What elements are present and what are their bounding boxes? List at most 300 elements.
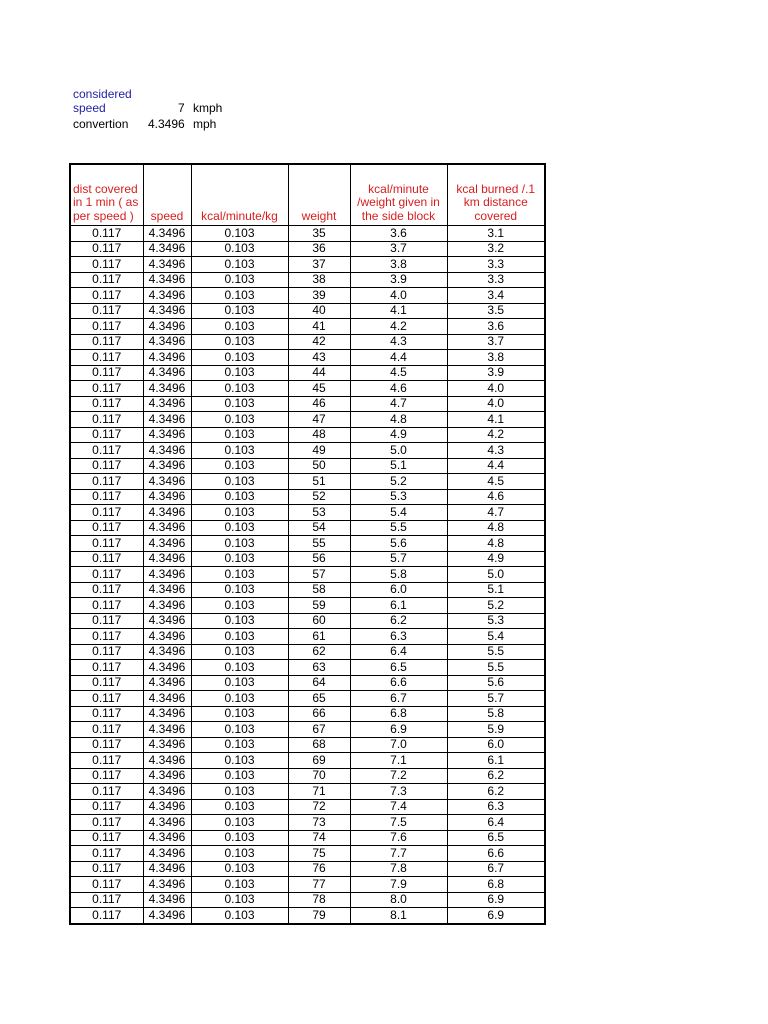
cell-kcal-burned: 4.8 bbox=[447, 520, 545, 536]
cell-weight: 55 bbox=[288, 536, 350, 552]
cell-kcal-per-kg: 0.103 bbox=[191, 892, 288, 908]
cell-speed: 4.3496 bbox=[143, 722, 191, 738]
cell-weight: 51 bbox=[288, 474, 350, 490]
table-row bbox=[70, 226, 545, 242]
cell-kcal-burned: 6.9 bbox=[447, 892, 545, 908]
cell-kcal-burned: 6.1 bbox=[447, 753, 545, 769]
cell-kcal-per-weight: 6.8 bbox=[350, 706, 447, 722]
cell-kcal-per-kg: 0.103 bbox=[191, 660, 288, 676]
cell-weight: 47 bbox=[288, 412, 350, 428]
cell-speed: 4.3496 bbox=[143, 675, 191, 691]
cell-dist: 0.117 bbox=[70, 644, 143, 660]
cell-kcal-per-weight: 4.9 bbox=[350, 427, 447, 443]
cell-kcal-per-kg: 0.103 bbox=[191, 613, 288, 629]
cell-kcal-burned: 3.5 bbox=[447, 303, 545, 319]
cell-speed: 4.3496 bbox=[143, 815, 191, 831]
cell-dist: 0.117 bbox=[70, 350, 143, 366]
cell-speed: 4.3496 bbox=[143, 303, 191, 319]
table-row bbox=[70, 319, 545, 335]
table-row bbox=[70, 365, 545, 381]
cell-kcal-per-kg: 0.103 bbox=[191, 505, 288, 521]
cell-kcal-per-kg: 0.103 bbox=[191, 334, 288, 350]
cell-kcal-burned: 4.1 bbox=[447, 412, 545, 428]
cell-kcal-per-weight: 4.1 bbox=[350, 303, 447, 319]
cell-kcal-per-weight: 5.5 bbox=[350, 520, 447, 536]
cell-speed: 4.3496 bbox=[143, 613, 191, 629]
cell-kcal-burned: 5.3 bbox=[447, 613, 545, 629]
cell-kcal-per-weight: 6.3 bbox=[350, 629, 447, 645]
cell-dist: 0.117 bbox=[70, 474, 143, 490]
cell-kcal-burned: 5.2 bbox=[447, 598, 545, 614]
table-row bbox=[70, 567, 545, 583]
cell-kcal-per-weight: 4.5 bbox=[350, 365, 447, 381]
cell-kcal-per-kg: 0.103 bbox=[191, 520, 288, 536]
table-row bbox=[70, 458, 545, 474]
cell-kcal-per-weight: 4.3 bbox=[350, 334, 447, 350]
cell-kcal-per-weight: 5.7 bbox=[350, 551, 447, 567]
table-row bbox=[70, 257, 545, 273]
cell-dist: 0.117 bbox=[70, 660, 143, 676]
cell-dist: 0.117 bbox=[70, 722, 143, 738]
conversion-label: convertion bbox=[73, 117, 129, 131]
cell-weight: 72 bbox=[288, 799, 350, 815]
cell-speed: 4.3496 bbox=[143, 644, 191, 660]
cell-kcal-per-kg: 0.103 bbox=[191, 257, 288, 273]
cell-kcal-per-kg: 0.103 bbox=[191, 226, 288, 242]
cell-kcal-per-weight: 6.6 bbox=[350, 675, 447, 691]
cell-kcal-per-kg: 0.103 bbox=[191, 319, 288, 335]
cell-kcal-per-kg: 0.103 bbox=[191, 288, 288, 304]
cell-dist: 0.117 bbox=[70, 799, 143, 815]
table-row bbox=[70, 768, 545, 784]
table-row bbox=[70, 443, 545, 459]
header-weight: weight bbox=[288, 164, 350, 226]
cell-speed: 4.3496 bbox=[143, 520, 191, 536]
cell-kcal-burned: 4.2 bbox=[447, 427, 545, 443]
cell-kcal-per-kg: 0.103 bbox=[191, 799, 288, 815]
cell-speed: 4.3496 bbox=[143, 241, 191, 257]
table-row bbox=[70, 474, 545, 490]
cell-kcal-per-kg: 0.103 bbox=[191, 830, 288, 846]
speed-unit: kmph bbox=[193, 101, 223, 115]
cell-kcal-per-kg: 0.103 bbox=[191, 536, 288, 552]
cell-weight: 59 bbox=[288, 598, 350, 614]
table-body bbox=[70, 226, 545, 924]
cell-dist: 0.117 bbox=[70, 815, 143, 831]
cell-kcal-per-weight: 7.5 bbox=[350, 815, 447, 831]
cell-kcal-per-weight: 6.5 bbox=[350, 660, 447, 676]
cell-speed: 4.3496 bbox=[143, 582, 191, 598]
cell-kcal-per-weight: 7.1 bbox=[350, 753, 447, 769]
cell-kcal-per-kg: 0.103 bbox=[191, 629, 288, 645]
cell-weight: 64 bbox=[288, 675, 350, 691]
cell-kcal-per-kg: 0.103 bbox=[191, 427, 288, 443]
cell-kcal-burned: 3.8 bbox=[447, 350, 545, 366]
cell-speed: 4.3496 bbox=[143, 412, 191, 428]
cell-kcal-per-kg: 0.103 bbox=[191, 474, 288, 490]
table-row bbox=[70, 846, 545, 862]
cell-dist: 0.117 bbox=[70, 365, 143, 381]
cell-kcal-per-kg: 0.103 bbox=[191, 861, 288, 877]
cell-kcal-per-weight: 5.1 bbox=[350, 458, 447, 474]
cell-weight: 69 bbox=[288, 753, 350, 769]
cell-speed: 4.3496 bbox=[143, 319, 191, 335]
table-row bbox=[70, 396, 545, 412]
table-row bbox=[70, 350, 545, 366]
cell-kcal-per-weight: 7.3 bbox=[350, 784, 447, 800]
cell-kcal-per-weight: 5.4 bbox=[350, 505, 447, 521]
cell-kcal-per-kg: 0.103 bbox=[191, 567, 288, 583]
cell-kcal-burned: 4.9 bbox=[447, 551, 545, 567]
cell-kcal-burned: 3.9 bbox=[447, 365, 545, 381]
table-row bbox=[70, 784, 545, 800]
cell-dist: 0.117 bbox=[70, 381, 143, 397]
table-row bbox=[70, 551, 545, 567]
cell-weight: 38 bbox=[288, 272, 350, 288]
cell-kcal-per-kg: 0.103 bbox=[191, 737, 288, 753]
cell-kcal-burned: 5.7 bbox=[447, 691, 545, 707]
cell-weight: 75 bbox=[288, 846, 350, 862]
table-row bbox=[70, 412, 545, 428]
cell-kcal-per-weight: 5.6 bbox=[350, 536, 447, 552]
cell-kcal-burned: 4.0 bbox=[447, 381, 545, 397]
cell-dist: 0.117 bbox=[70, 412, 143, 428]
cell-kcal-per-kg: 0.103 bbox=[191, 272, 288, 288]
cell-kcal-burned: 6.6 bbox=[447, 846, 545, 862]
cell-weight: 56 bbox=[288, 551, 350, 567]
cell-weight: 60 bbox=[288, 613, 350, 629]
cell-kcal-per-kg: 0.103 bbox=[191, 784, 288, 800]
cell-dist: 0.117 bbox=[70, 613, 143, 629]
cell-weight: 70 bbox=[288, 768, 350, 784]
header-kcal-per-weight: kcal/minute /weight given in the side block bbox=[350, 164, 447, 226]
cell-speed: 4.3496 bbox=[143, 660, 191, 676]
cell-kcal-per-weight: 5.0 bbox=[350, 443, 447, 459]
cell-kcal-burned: 4.7 bbox=[447, 505, 545, 521]
table-row bbox=[70, 520, 545, 536]
cell-kcal-per-weight: 4.2 bbox=[350, 319, 447, 335]
cell-weight: 66 bbox=[288, 706, 350, 722]
cell-weight: 63 bbox=[288, 660, 350, 676]
cell-kcal-burned: 5.5 bbox=[447, 644, 545, 660]
table-row bbox=[70, 675, 545, 691]
cell-kcal-burned: 6.4 bbox=[447, 815, 545, 831]
cell-dist: 0.117 bbox=[70, 288, 143, 304]
cell-dist: 0.117 bbox=[70, 520, 143, 536]
table-row bbox=[70, 660, 545, 676]
cell-kcal-per-weight: 7.8 bbox=[350, 861, 447, 877]
cell-kcal-per-weight: 8.1 bbox=[350, 908, 447, 924]
cell-speed: 4.3496 bbox=[143, 334, 191, 350]
cell-dist: 0.117 bbox=[70, 706, 143, 722]
table-row bbox=[70, 582, 545, 598]
calorie-table bbox=[69, 163, 546, 925]
cell-speed: 4.3496 bbox=[143, 257, 191, 273]
cell-kcal-per-weight: 3.7 bbox=[350, 241, 447, 257]
cell-kcal-burned: 6.0 bbox=[447, 737, 545, 753]
cell-kcal-burned: 4.8 bbox=[447, 536, 545, 552]
cell-dist: 0.117 bbox=[70, 226, 143, 242]
cell-speed: 4.3496 bbox=[143, 706, 191, 722]
cell-kcal-per-weight: 3.8 bbox=[350, 257, 447, 273]
cell-dist: 0.117 bbox=[70, 753, 143, 769]
cell-speed: 4.3496 bbox=[143, 474, 191, 490]
cell-kcal-burned: 3.6 bbox=[447, 319, 545, 335]
cell-weight: 44 bbox=[288, 365, 350, 381]
cell-kcal-per-weight: 5.3 bbox=[350, 489, 447, 505]
cell-dist: 0.117 bbox=[70, 846, 143, 862]
cell-kcal-per-kg: 0.103 bbox=[191, 458, 288, 474]
cell-weight: 73 bbox=[288, 815, 350, 831]
cell-dist: 0.117 bbox=[70, 319, 143, 335]
cell-weight: 58 bbox=[288, 582, 350, 598]
cell-speed: 4.3496 bbox=[143, 443, 191, 459]
cell-kcal-per-kg: 0.103 bbox=[191, 675, 288, 691]
cell-dist: 0.117 bbox=[70, 257, 143, 273]
cell-kcal-per-weight: 7.2 bbox=[350, 768, 447, 784]
cell-dist: 0.117 bbox=[70, 334, 143, 350]
cell-speed: 4.3496 bbox=[143, 768, 191, 784]
cell-weight: 39 bbox=[288, 288, 350, 304]
cell-kcal-per-weight: 6.0 bbox=[350, 582, 447, 598]
cell-dist: 0.117 bbox=[70, 567, 143, 583]
cell-kcal-burned: 6.2 bbox=[447, 768, 545, 784]
cell-kcal-per-weight: 6.1 bbox=[350, 598, 447, 614]
cell-kcal-per-kg: 0.103 bbox=[191, 365, 288, 381]
cell-kcal-per-kg: 0.103 bbox=[191, 815, 288, 831]
cell-weight: 65 bbox=[288, 691, 350, 707]
cell-weight: 71 bbox=[288, 784, 350, 800]
cell-speed: 4.3496 bbox=[143, 799, 191, 815]
cell-speed: 4.3496 bbox=[143, 892, 191, 908]
cell-dist: 0.117 bbox=[70, 443, 143, 459]
cell-kcal-per-weight: 6.2 bbox=[350, 613, 447, 629]
table-header-row bbox=[70, 164, 545, 226]
table-row bbox=[70, 303, 545, 319]
cell-speed: 4.3496 bbox=[143, 753, 191, 769]
cell-kcal-per-kg: 0.103 bbox=[191, 598, 288, 614]
speed-value: 7 bbox=[178, 101, 185, 115]
cell-dist: 0.117 bbox=[70, 784, 143, 800]
table-row bbox=[70, 613, 545, 629]
cell-speed: 4.3496 bbox=[143, 846, 191, 862]
cell-dist: 0.117 bbox=[70, 768, 143, 784]
table-row bbox=[70, 815, 545, 831]
cell-speed: 4.3496 bbox=[143, 551, 191, 567]
cell-weight: 46 bbox=[288, 396, 350, 412]
header-kcal-burned: kcal burned /.1 km distance covered bbox=[447, 164, 545, 226]
cell-kcal-burned: 5.0 bbox=[447, 567, 545, 583]
cell-speed: 4.3496 bbox=[143, 288, 191, 304]
cell-kcal-per-kg: 0.103 bbox=[191, 381, 288, 397]
cell-weight: 45 bbox=[288, 381, 350, 397]
cell-weight: 76 bbox=[288, 861, 350, 877]
cell-speed: 4.3496 bbox=[143, 226, 191, 242]
cell-speed: 4.3496 bbox=[143, 877, 191, 893]
cell-kcal-burned: 6.7 bbox=[447, 861, 545, 877]
cell-kcal-per-kg: 0.103 bbox=[191, 241, 288, 257]
cell-kcal-burned: 3.2 bbox=[447, 241, 545, 257]
conversion-unit: mph bbox=[193, 117, 217, 131]
cell-weight: 68 bbox=[288, 737, 350, 753]
cell-weight: 67 bbox=[288, 722, 350, 738]
table-row bbox=[70, 877, 545, 893]
cell-kcal-burned: 5.1 bbox=[447, 582, 545, 598]
cell-dist: 0.117 bbox=[70, 629, 143, 645]
cell-weight: 52 bbox=[288, 489, 350, 505]
cell-kcal-per-kg: 0.103 bbox=[191, 846, 288, 862]
cell-dist: 0.117 bbox=[70, 303, 143, 319]
cell-kcal-per-kg: 0.103 bbox=[191, 443, 288, 459]
table-row bbox=[70, 644, 545, 660]
cell-speed: 4.3496 bbox=[143, 458, 191, 474]
cell-kcal-burned: 5.5 bbox=[447, 660, 545, 676]
cell-dist: 0.117 bbox=[70, 505, 143, 521]
cell-kcal-per-weight: 5.2 bbox=[350, 474, 447, 490]
cell-kcal-burned: 5.6 bbox=[447, 675, 545, 691]
table-row bbox=[70, 691, 545, 707]
cell-kcal-burned: 6.8 bbox=[447, 877, 545, 893]
cell-weight: 62 bbox=[288, 644, 350, 660]
cell-kcal-burned: 3.4 bbox=[447, 288, 545, 304]
cell-kcal-per-kg: 0.103 bbox=[191, 908, 288, 924]
cell-kcal-burned: 3.7 bbox=[447, 334, 545, 350]
cell-kcal-per-kg: 0.103 bbox=[191, 412, 288, 428]
conversion-line bbox=[73, 117, 217, 131]
cell-weight: 61 bbox=[288, 629, 350, 645]
table-row bbox=[70, 536, 545, 552]
cell-dist: 0.117 bbox=[70, 489, 143, 505]
cell-kcal-burned: 6.2 bbox=[447, 784, 545, 800]
cell-weight: 42 bbox=[288, 334, 350, 350]
table-row bbox=[70, 598, 545, 614]
cell-kcal-per-kg: 0.103 bbox=[191, 877, 288, 893]
cell-kcal-burned: 5.9 bbox=[447, 722, 545, 738]
cell-dist: 0.117 bbox=[70, 551, 143, 567]
table-row bbox=[70, 753, 545, 769]
cell-weight: 77 bbox=[288, 877, 350, 893]
cell-kcal-per-weight: 7.6 bbox=[350, 830, 447, 846]
table-row bbox=[70, 272, 545, 288]
cell-speed: 4.3496 bbox=[143, 737, 191, 753]
cell-weight: 50 bbox=[288, 458, 350, 474]
cell-kcal-per-kg: 0.103 bbox=[191, 582, 288, 598]
cell-kcal-per-kg: 0.103 bbox=[191, 350, 288, 366]
cell-kcal-per-kg: 0.103 bbox=[191, 489, 288, 505]
cell-dist: 0.117 bbox=[70, 908, 143, 924]
cell-dist: 0.117 bbox=[70, 675, 143, 691]
table-row bbox=[70, 830, 545, 846]
cell-kcal-per-weight: 4.4 bbox=[350, 350, 447, 366]
table-row bbox=[70, 722, 545, 738]
cell-weight: 49 bbox=[288, 443, 350, 459]
cell-kcal-per-weight: 7.9 bbox=[350, 877, 447, 893]
table-row bbox=[70, 241, 545, 257]
table-row bbox=[70, 629, 545, 645]
cell-weight: 78 bbox=[288, 892, 350, 908]
cell-speed: 4.3496 bbox=[143, 691, 191, 707]
cell-kcal-per-weight: 4.8 bbox=[350, 412, 447, 428]
cell-speed: 4.3496 bbox=[143, 536, 191, 552]
cell-speed: 4.3496 bbox=[143, 629, 191, 645]
table-row bbox=[70, 489, 545, 505]
cell-kcal-burned: 3.1 bbox=[447, 226, 545, 242]
cell-kcal-burned: 6.5 bbox=[447, 830, 545, 846]
cell-dist: 0.117 bbox=[70, 536, 143, 552]
cell-kcal-per-kg: 0.103 bbox=[191, 706, 288, 722]
header-dist: dist covered in 1 min ( as per speed ) bbox=[70, 164, 143, 226]
cell-kcal-burned: 5.4 bbox=[447, 629, 545, 645]
cell-kcal-burned: 6.9 bbox=[447, 908, 545, 924]
cell-weight: 57 bbox=[288, 567, 350, 583]
cell-kcal-per-kg: 0.103 bbox=[191, 396, 288, 412]
cell-speed: 4.3496 bbox=[143, 365, 191, 381]
cell-weight: 40 bbox=[288, 303, 350, 319]
table-row bbox=[70, 334, 545, 350]
cell-kcal-per-weight: 7.7 bbox=[350, 846, 447, 862]
speed-label: speed bbox=[73, 101, 106, 115]
cell-dist: 0.117 bbox=[70, 396, 143, 412]
cell-kcal-burned: 3.3 bbox=[447, 257, 545, 273]
cell-kcal-burned: 6.3 bbox=[447, 799, 545, 815]
cell-weight: 74 bbox=[288, 830, 350, 846]
table-row bbox=[70, 799, 545, 815]
cell-weight: 79 bbox=[288, 908, 350, 924]
cell-dist: 0.117 bbox=[70, 861, 143, 877]
cell-weight: 41 bbox=[288, 319, 350, 335]
cell-dist: 0.117 bbox=[70, 892, 143, 908]
cell-dist: 0.117 bbox=[70, 582, 143, 598]
header-kcal-per-kg: kcal/minute/kg bbox=[191, 164, 288, 226]
table-row bbox=[70, 505, 545, 521]
cell-speed: 4.3496 bbox=[143, 427, 191, 443]
cell-dist: 0.117 bbox=[70, 691, 143, 707]
cell-weight: 53 bbox=[288, 505, 350, 521]
cell-kcal-burned: 3.3 bbox=[447, 272, 545, 288]
table-row bbox=[70, 706, 545, 722]
cell-kcal-per-weight: 8.0 bbox=[350, 892, 447, 908]
cell-dist: 0.117 bbox=[70, 272, 143, 288]
considered-label: considered bbox=[73, 87, 132, 101]
cell-weight: 43 bbox=[288, 350, 350, 366]
cell-speed: 4.3496 bbox=[143, 350, 191, 366]
cell-speed: 4.3496 bbox=[143, 908, 191, 924]
cell-kcal-per-kg: 0.103 bbox=[191, 691, 288, 707]
cell-kcal-burned: 4.0 bbox=[447, 396, 545, 412]
cell-speed: 4.3496 bbox=[143, 861, 191, 877]
cell-kcal-per-weight: 3.6 bbox=[350, 226, 447, 242]
cell-dist: 0.117 bbox=[70, 737, 143, 753]
table-row bbox=[70, 288, 545, 304]
cell-weight: 48 bbox=[288, 427, 350, 443]
cell-weight: 35 bbox=[288, 226, 350, 242]
cell-kcal-per-weight: 6.4 bbox=[350, 644, 447, 660]
cell-kcal-per-weight: 4.0 bbox=[350, 288, 447, 304]
cell-kcal-burned: 5.8 bbox=[447, 706, 545, 722]
cell-kcal-per-weight: 4.7 bbox=[350, 396, 447, 412]
cell-kcal-per-weight: 4.6 bbox=[350, 381, 447, 397]
table-row bbox=[70, 892, 545, 908]
cell-dist: 0.117 bbox=[70, 241, 143, 257]
cell-kcal-per-weight: 6.9 bbox=[350, 722, 447, 738]
cell-kcal-per-kg: 0.103 bbox=[191, 644, 288, 660]
cell-kcal-per-kg: 0.103 bbox=[191, 768, 288, 784]
cell-speed: 4.3496 bbox=[143, 489, 191, 505]
cell-weight: 36 bbox=[288, 241, 350, 257]
table-row bbox=[70, 381, 545, 397]
cell-dist: 0.117 bbox=[70, 877, 143, 893]
cell-kcal-per-weight: 7.4 bbox=[350, 799, 447, 815]
